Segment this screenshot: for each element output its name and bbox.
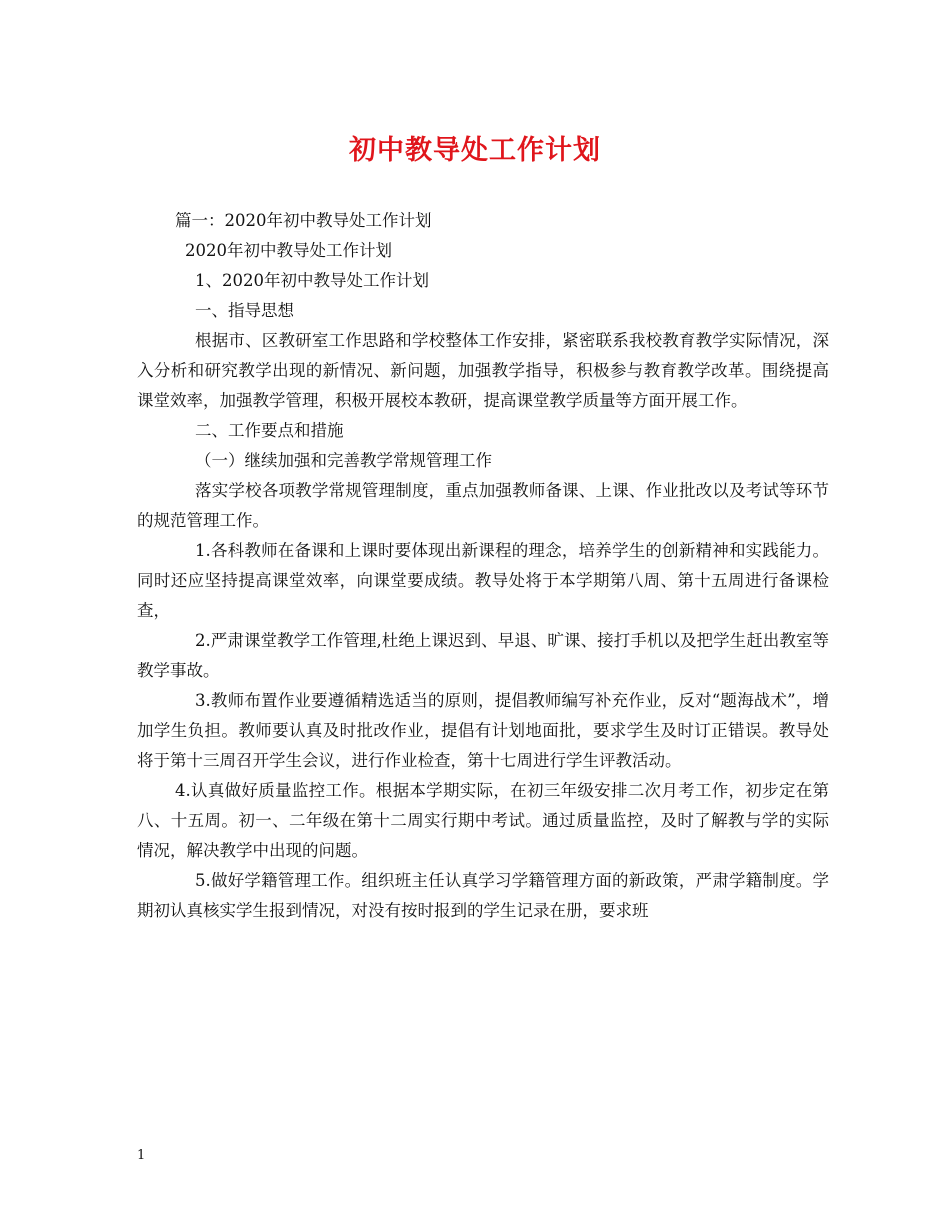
section-heading-2: 二、工作要点和措施: [195, 421, 344, 440]
subsection-heading-1: （一）继续加强和完善教学常规管理工作: [195, 451, 492, 470]
paragraph-8: 落实学校各项教学常规管理制度，重点加强教师备课、上课、作业批改以及考试等环节的规范管理工作。: [137, 481, 829, 530]
document-body: [137, 206, 829, 926]
page-number: 1: [137, 1148, 146, 1163]
paragraph-5: 根据市、区教研室工作思路和学校整体工作安排，紧密联系我校教育教学实际情况，深入分析和研究教学出现的新情况、新问题，加强教学指导，积极参与教育教学改革。围绕提高课堂效率，加强教学管理，积极开展校本教研，提高课堂教学质量等方面开展工作。: [137, 331, 829, 410]
paragraph-3: 1、2020年初中教导处工作计划: [195, 271, 429, 290]
paragraph-1: 篇一：2020年初中教导处工作计划: [175, 211, 432, 230]
page-title: 初中教导处工作计划: [349, 135, 601, 166]
paragraph-11: 3.教师布置作业要遵循精选适当的原则，提倡教师编写补充作业，反对“题海战术”，增加学生负担。教师要认真及时批改作业，提倡有计划地面批，要求学生及时订正错误。教导处将于第十三周召开学生会议，进行作业检查，第十七周进行学生评教活动。: [137, 691, 829, 770]
section-heading-1: 一、指导思想: [195, 301, 294, 320]
paragraph-2: 2020年初中教导处工作计划: [185, 241, 392, 260]
paragraph-13: 5.做好学籍管理工作。组织班主任认真学习学籍管理方面的新政策，严肃学籍制度。学期初认真核实学生报到情况，对没有按时报到的学生记录在册，要求班: [137, 871, 829, 920]
paragraph-9: 1.各科教师在备课和上课时要体现出新课程的理念，培养学生的创新精神和实践能力。同时还应坚持提高课堂效率，向课堂要成绩。教导处将于本学期第八周、第十五周进行备课检查，: [137, 541, 829, 620]
paragraph-10: 2.严肃课堂教学工作管理,杜绝上课迟到、早退、旷课、接打手机以及把学生赶出教室等教学事故。: [137, 631, 829, 680]
paragraph-12: 4.认真做好质量监控工作。根据本学期实际，在初三年级安排二次月考工作，初步定在第八、十五周。初一、二年级在第十二周实行期中考试。通过质量监控，及时了解教与学的实际情况，解决教学中出现的问题。: [137, 781, 829, 860]
